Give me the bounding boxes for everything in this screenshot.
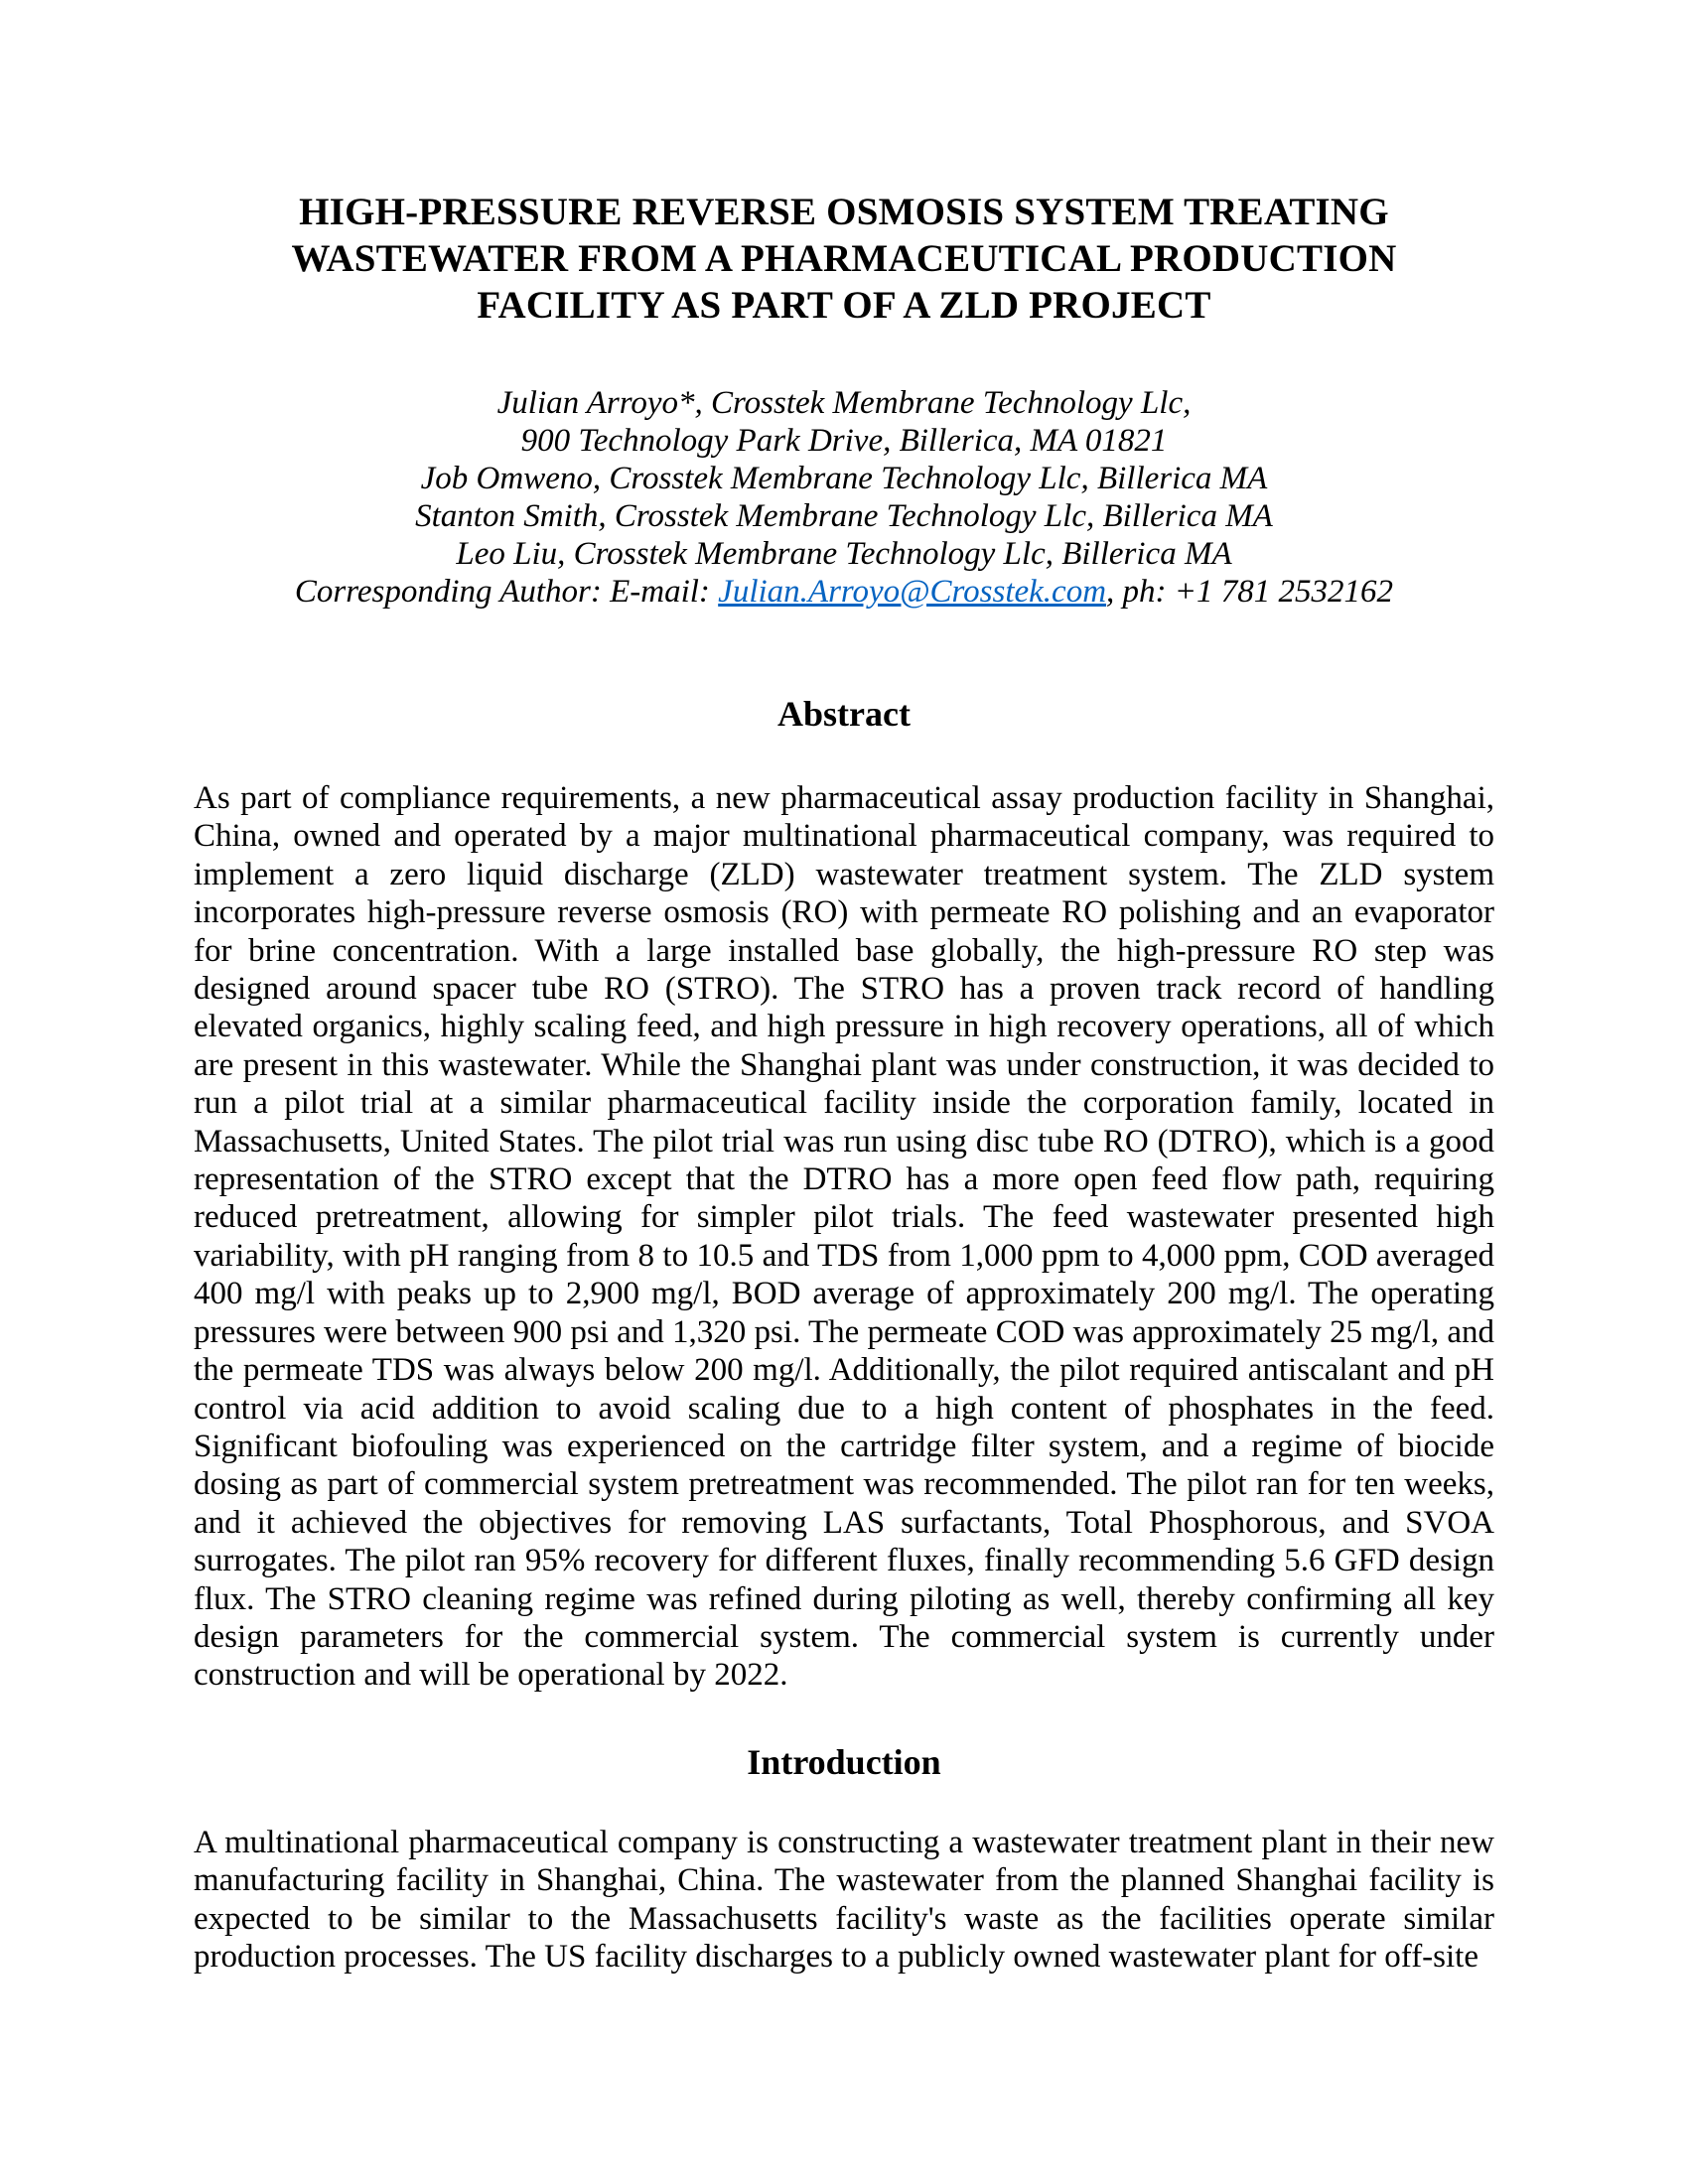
title-line-1: HIGH-PRESSURE REVERSE OSMOSIS SYSTEM TREATING [299,191,1389,233]
abstract-heading: Abstract [777,694,911,734]
title-line-3: FACILITY AS PART OF A ZLD PROJECT [477,284,1211,327]
author-line-1: Julian Arroyo*, Crosstek Membrane Technology Llc, [496,385,1192,421]
corresponding-author-suffix: , ph: +1 781 2532162 [1106,574,1394,610]
author-line-5: Leo Liu, Crosstek Membrane Technology Llc, Billerica MA [456,536,1232,572]
abstract-paragraph: As part of compliance requirements, a new pharmaceutical assay production facility in Shanghai, China, owned and operated by a major multinational pharmaceutical company, was required to implement a zero liquid discharge (ZLD) wastewater treatment system. The ZLD system incorporates high-pressure reverse osmosis (RO) with permeate RO polishing and an evaporator for brine concentration. With a large installed base globally, the high-pressure RO step was designed around spacer tube RO (STRO). The STRO has a proven track record of handling elevated organics, highly scaling feed, and high pressure in high recovery operations, all of which are present in this wastewater. While the Shanghai plant was under construction, it was decided to run a pilot trial at a similar pharmaceutical facility inside the corporation family, located in Massachusetts, United States. The pilot trial was run using disc tube RO (DTRO), which is a good representation of the STRO except that the DTRO has a more open feed flow path, requiring reduced pretreatment, allowing for simpler pilot trials. The feed wastewater presented high variability, with pH ranging from 8 to 10.5 and TDS from 1,000 ppm to 4,000 ppm, COD averaged 400 mg/l with peaks up to 2,900 mg/l, BOD average of approximately 200 mg/l. The operating pressures were between 900 psi and 1,320 psi. The permeate COD was approximately 25 mg/l, and the permeate TDS was always below 200 mg/l. Additionally, the pilot required antiscalant and pH control via acid addition to avoid scaling due to a high content of phosphates in the feed. Significant biofouling was experienced on the cartridge filter system, and a regime of biocide dosing as part of commercial system pretreatment was recommended. The pilot ran for ten weeks, and it achieved the objectives for removing LAS surfactants, Total Phosphorous, and SVOA surrogates. The pilot ran 95% recovery for different fluxes, finally recommending 5.6 GFD design flux. The STRO cleaning regime was refined during piloting as well, thereby confirming all key design parameters for the commercial system. The commercial system is currently under construction and will be operational by 2022. [194,780,1494,1694]
corresponding-author-prefix: Corresponding Author: E-mail: [294,574,719,610]
author-line-3: Job Omweno, Crosstek Membrane Technology Llc, Billerica MA [420,461,1268,496]
paper-title [194,189,1494,329]
page-content [194,189,1494,1976]
introduction-heading: Introduction [747,1741,941,1782]
corresponding-author-line [194,573,1494,611]
author-line-4: Stanton Smith, Crosstek Membrane Technology Llc, Billerica MA [415,498,1273,534]
title-line-2: WASTEWATER FROM A PHARMACEUTICAL PRODUCTION [291,237,1397,280]
authors-block [194,384,1494,611]
corresponding-author-email-link[interactable]: Julian.Arroyo@Crosstek.com [718,574,1107,610]
introduction-paragraph: A multinational pharmaceutical company is constructing a wastewater treatment plant in their new manufacturing facility in Shanghai, China. The wastewater from the planned Shanghai facility is expected to be similar to the Massachusetts facility's waste as the facilities operate similar production processes. The US facility discharges to a publicly owned wastewater plant for off-site [194,1824,1494,1975]
author-line-2: 900 Technology Park Drive, Billerica, MA 01821 [520,423,1168,459]
